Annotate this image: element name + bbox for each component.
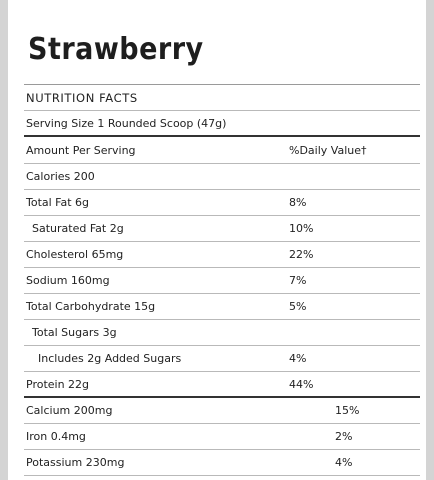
nutrient-row-saturated-fat xyxy=(24,216,420,242)
mineral-row-iron xyxy=(24,424,420,450)
mineral-label: Potassium 230mg xyxy=(26,456,125,469)
nutrient-dv: 44% xyxy=(289,378,314,391)
daily-value-label: %Daily Value† xyxy=(289,144,367,157)
nutrient-row-cholesterol xyxy=(24,242,420,268)
nutrient-row-protein xyxy=(24,372,420,398)
nutrient-label: Sodium 160mg xyxy=(26,274,110,287)
mineral-row-potassium xyxy=(24,450,420,476)
nutrient-row-total-carbohydrate xyxy=(24,294,420,320)
nutrition-facts-heading-row xyxy=(24,85,420,111)
product-title: Strawberry xyxy=(28,32,204,67)
nutrition-card xyxy=(8,0,426,480)
nutrient-dv: 5% xyxy=(289,300,307,313)
nutrition-facts-heading: NUTRITION FACTS xyxy=(26,91,138,105)
nutrient-row-total-fat xyxy=(24,190,420,216)
nutrient-dv: 22% xyxy=(289,248,314,261)
nutrient-label: Saturated Fat 2g xyxy=(32,222,124,235)
nutrient-dv: 8% xyxy=(289,196,307,209)
nutrient-label: Cholesterol 65mg xyxy=(26,248,124,261)
nutrient-dv: 4% xyxy=(289,352,307,365)
mineral-dv: 4% xyxy=(335,456,353,469)
nutrient-label: Total Sugars 3g xyxy=(32,326,117,339)
nutrient-row-sodium xyxy=(24,268,420,294)
calories: Calories 200 xyxy=(26,170,95,183)
mineral-dv: 15% xyxy=(335,404,360,417)
serving-size: Serving Size 1 Rounded Scoop (47g) xyxy=(26,117,227,130)
column-header-row xyxy=(24,138,420,164)
nutrient-label: Includes 2g Added Sugars xyxy=(38,352,182,365)
mineral-label: Iron 0.4mg xyxy=(26,430,86,443)
nutrient-dv: 7% xyxy=(289,274,307,287)
mineral-dv: 2% xyxy=(335,430,353,443)
mineral-row-calcium xyxy=(24,398,420,424)
serving-size-row xyxy=(24,111,420,137)
calories-row xyxy=(24,164,420,190)
nutrient-label: Total Fat 6g xyxy=(26,196,90,209)
nutrient-dv: 10% xyxy=(289,222,314,235)
nutrient-row-added-sugars xyxy=(24,346,420,372)
mineral-label: Calcium 200mg xyxy=(26,404,113,417)
nutrient-row-total-sugars xyxy=(24,320,420,346)
nutrient-label: Protein 22g xyxy=(26,378,90,391)
amount-per-serving-label: Amount Per Serving xyxy=(26,144,136,157)
nutrient-label: Total Carbohydrate 15g xyxy=(26,300,156,313)
